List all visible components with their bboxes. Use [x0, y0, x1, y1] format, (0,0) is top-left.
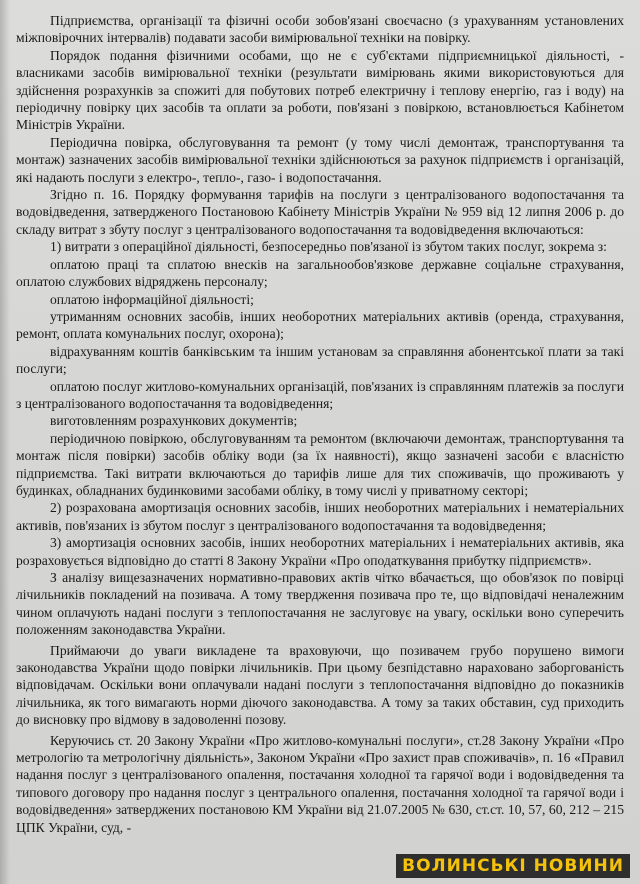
paragraph: Підприємства, організації та фізичні особи зобов'язані своєчасно (з урахуванням установлених міжповірочних інтервалів) подавати засоби вимірювальної техніки на повірку.	[16, 13, 624, 46]
paragraph: 2) розрахована амортизація основних засобів, інших необоротних матеріальних і нематеріальних активів, пов'язаних із збутом послуг з централізованого водопостачання та водовідведення;	[16, 500, 624, 533]
paragraph: Порядок подання фізичними особами, що не є суб'єктами підприємницької діяльності, - власниками засобів вимірювальної техніки (результати вимірювань якими використовуються для здійснення розрахунків за спожиті для побутових потреб електричну і теплову енергію, газ і воду) на періодичну повірку цих засобів та оплати за роботи, пов'язані з повіркою, встановлюється Кабінетом Міністрів України.	[16, 47, 624, 133]
paragraph: 1) витрати з операційної діяльності, безпосередньо пов'язаної із збутом таких послуг, зокрема з:	[50, 239, 607, 255]
paragraph: виготовленням розрахункових документів;	[50, 413, 298, 429]
paragraph: утриманням основних засобів, інших необоротних матеріальних активів (оренда, страхування, ремонт, оплата комунальних послуг, охорона);	[16, 308, 624, 342]
paragraph: відрахуванням коштів банківським та іншим установам за справляння абонентської плати за такі послуги;	[16, 343, 624, 377]
paragraph: оплатою послуг житлово-комунальних організацій, пов'язаних із справлянням платежів за послуги з централізованого водопостачання та водовідведення;	[16, 378, 624, 411]
paragraph: періодичною повіркою, обслуговуванням та ремонтом (включаючи демонтаж, транспортування та монтаж після повірки) засобів обліку води (за їх наявності), якщо зазначені засоби є власністю підприємства. Такі витрати включаються до тарифів лише для тих споживачів, що проживають у будинках, обладнаних будинковими засобами обліку, в тому числі у приватному секторі;	[16, 430, 624, 498]
paragraph: З аналізу вищезазначених нормативно-правових актів чітко вбачається, що обов'язок по повірці лічильників покладений на позивача. А тому твердження позивача про те, що відповідачі неналежним чином оплачують надані послуги з теплопостачання не заслуговує на увагу, оскільки воно суперечить положенням законодавства України.	[16, 570, 624, 638]
watermark-logo: ВОЛИНСЬКІ НОВИНИ	[396, 854, 630, 878]
paragraph: Керуючись ст. 20 Закону України «Про житлово-комунальні послуги», ст.28 Закону України «Про метрологію та метрологічну діяльність», Законом України «Про захист прав споживачів», п. 16 «Правил надання послуг з централізованого опалення, постачання холодної та гарячої води і водовідведення та типового договору про надання послуг з центрального опалення, постачання холодної та гарячої води і водовідведення» затверджених постановою КМ України від 21.07.2005 № 630, ст.ст. 10, 57, 60, 212 – 215 ЦПК України, суд, -	[16, 732, 624, 835]
paragraph: 3) амортизація основних засобів, інших необоротних матеріальних і нематеріальних активів, яка розраховується відповідно до статті 8 Закону України «Про оподаткування прибутку підприємств».	[16, 535, 624, 568]
document-body	[16, 12, 624, 836]
paragraph: Періодична повірка, обслуговування та ремонт (у тому числі демонтаж, транспортування та монтаж) зазначених засобів вимірювальної техніки здійснюються за рахунок підприємств і організацій, які надають послуги з електро-, тепло-, газо- і водопостачання.	[16, 134, 624, 185]
paragraph: Згідно п. 16. Порядку формування тарифів на послуги з централізованого водопостачання та водовідведення, затвердженого Постановою Кабінету Міністрів України № 959 від 12 липня 2006 р. до складу витрат з збуту послуг з централізованого водопостачання та водовідведення включаються:	[16, 187, 624, 237]
paragraph: оплатою праці та сплатою внесків на загальнообов'язкове державне соціальне страхування, оплатою службових відряджень персоналу;	[16, 256, 624, 290]
paragraph: Приймаючи до уваги викладене та враховуючи, що позивачем грубо порушено вимоги законодавства України щодо повірки лічильників. При цьому безпідставно нараховано заборгованість відповідачам. Оскільки вони оплачували надані послуги з теплопостачання відповідно до показників лічильника, як того вимагають норми діючого законодавства. А тому за таких обставин, суд приходить до висновку про відмову в задоволенні позову.	[16, 642, 624, 728]
paragraph: оплатою інформаційної діяльності;	[50, 291, 254, 307]
